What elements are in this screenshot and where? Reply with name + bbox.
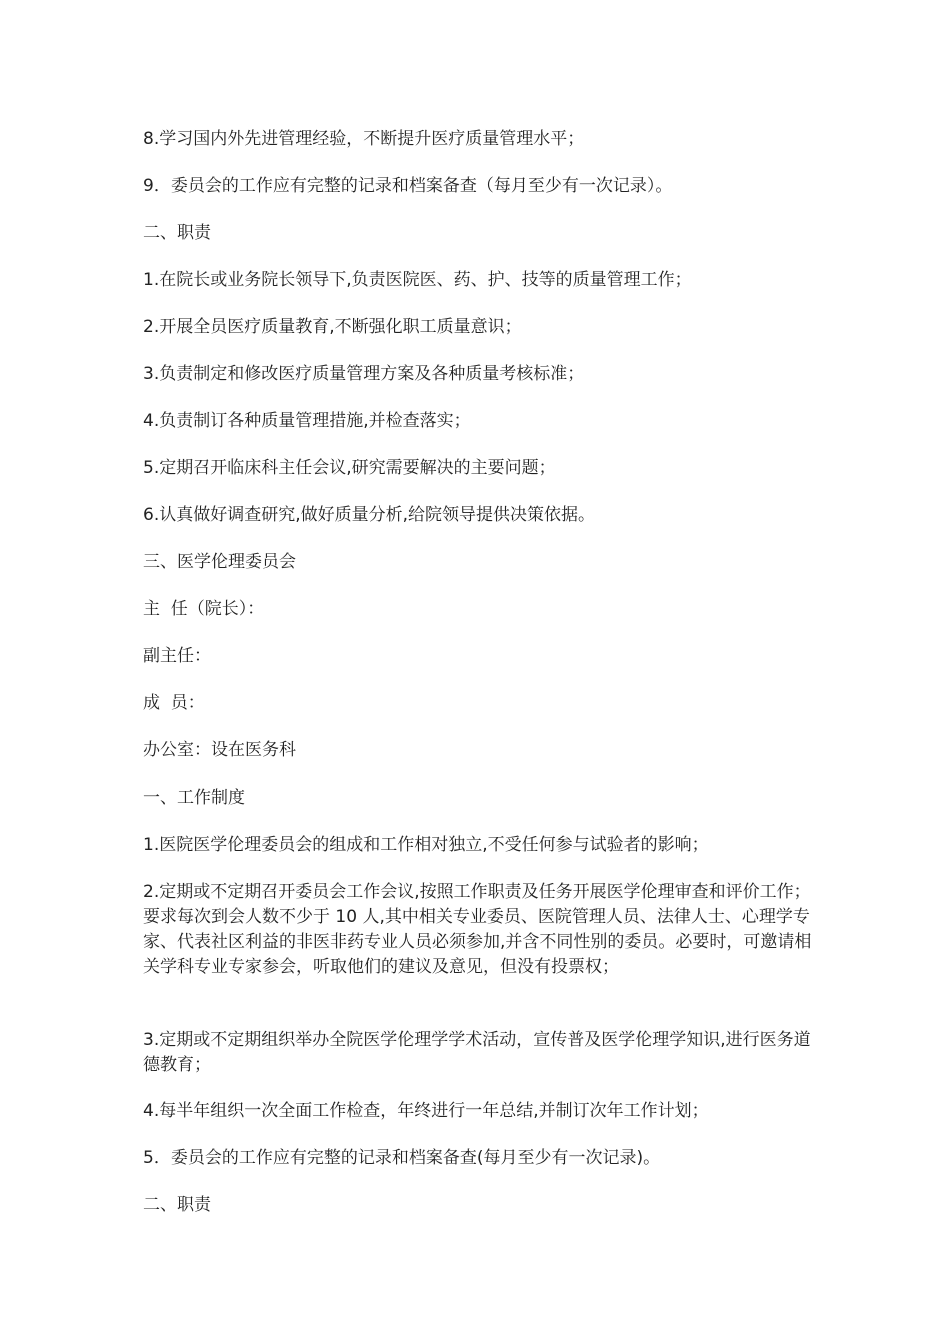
office-line: 办公室：设在医务科 [143,740,296,760]
director-line: 主 任（院长）： [143,599,265,619]
work-rule-item-3: 3.定期或不定期组织举办全院医学伦理学学术活动，宣传普及医学伦理学知识,进行医务道德教育； [143,1030,811,1075]
members-line: 成 员： [143,693,205,713]
duty-item-2: 2.开展全员医疗质量教育,不断强化职工质量意识； [143,317,522,337]
work-rule-item-5: 5．委员会的工作应有完整的记录和档案备查(每月至少有一次记录)。 [143,1148,661,1168]
paragraph-item-9: 9．委员会的工作应有完整的记录和档案备查（每月至少有一次记录）。 [143,176,673,196]
section-heading-duties-2: 二、职责 [143,1195,211,1215]
duty-item-3: 3.负责制定和修改医疗质量管理方案及各种质量考核标准； [143,364,585,384]
duty-item-5: 5.定期召开临床科主任会议,研究需要解决的主要问题； [143,458,556,478]
work-rule-item-1: 1.医院医学伦理委员会的组成和工作相对独立,不受任何参与试验者的影响； [143,835,709,855]
paragraph-item-8: 8.学习国内外先进管理经验，不断提升医疗质量管理水平； [143,129,585,149]
duty-item-4: 4.负责制订各种质量管理措施,并检查落实； [143,411,471,431]
section-heading-duties: 二、职责 [143,223,211,243]
work-rule-item-4: 4.每半年组织一次全面工作检查，年终进行一年总结,并制订次年工作计划； [143,1101,709,1121]
work-rule-item-2: 2.定期或不定期召开委员会工作会议,按照工作职责及任务开展医学伦理审查和评价工作；要求每次到会人数不少于 10 人,其中相关专业委员、医院管理人员、法律人士、心理学专家、代表社区利益的非医非药专业人员必须参加,并含不同性别的委员。必要时，可邀请相关学科专业专家参会，听取他们的建议及意见，但没有投票权； [143,882,812,977]
duty-item-6: 6.认真做好调查研究,做好质量分析,给院领导提供决策依据。 [143,505,596,525]
section-heading-ethics-committee: 三、医学伦理委员会 [143,552,296,572]
deputy-director-line: 副主任： [143,646,211,666]
duty-item-1: 1.在院长或业务院长领导下,负责医院医、药、护、技等的质量管理工作； [143,270,692,290]
section-heading-work-system: 一、工作制度 [143,788,245,808]
